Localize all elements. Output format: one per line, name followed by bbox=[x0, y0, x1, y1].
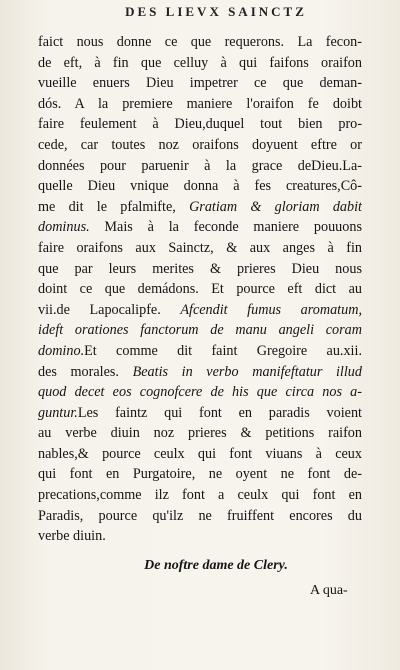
text-segment: Les faintz qui font en paradis voient bbox=[77, 404, 362, 421]
text-line bbox=[38, 423, 362, 444]
text-segment: Mais à la feconde maniere pouuons bbox=[89, 219, 362, 236]
text-segment: des morales. bbox=[38, 363, 133, 380]
text-line bbox=[38, 259, 362, 280]
text-segment: Paradis, pource qu'ilz ne fruiffent encores du bbox=[38, 507, 362, 524]
text-line bbox=[38, 197, 362, 218]
text-segment: verbe diuin. bbox=[38, 528, 106, 545]
text-line bbox=[38, 300, 362, 321]
text-line bbox=[38, 362, 362, 383]
text-segment: données pour paruenir à la grace deDieu.La- bbox=[38, 157, 362, 174]
latin-quote-segment: Beatis in verbo manifeftatur illud bbox=[132, 363, 362, 380]
text-line bbox=[38, 382, 362, 403]
text-line bbox=[38, 32, 362, 53]
latin-quote-segment: Gratiam & gloriam dabit bbox=[189, 198, 362, 215]
latin-quote-segment: guntur. bbox=[38, 404, 78, 421]
text-line bbox=[38, 114, 362, 135]
text-segment: vueille enuers Dieu impetrer ce que deman- bbox=[38, 75, 362, 92]
text-segment: qui font en Purgatoire, ne oyent ne font de- bbox=[38, 466, 362, 483]
text-line bbox=[38, 464, 362, 485]
latin-quote-segment: ideft orationes fanctorum de manu angeli coram bbox=[38, 322, 362, 339]
latin-quote-segment: dominus. bbox=[38, 219, 90, 236]
text-segment: vii.de Lapocalipfe. bbox=[38, 301, 181, 318]
text-segment: me dit le pfalmifte, bbox=[38, 198, 190, 215]
text-line bbox=[38, 135, 362, 156]
section-heading: De noftre dame de Clery. bbox=[144, 558, 288, 573]
body-text bbox=[38, 32, 362, 547]
text-segment: faire feulement à Dieu,duquel tout bien pro- bbox=[38, 116, 362, 133]
text-segment: dós. A la premiere maniere l'oraifon fe doibt bbox=[38, 95, 362, 112]
latin-quote-segment: Afcendit fumus aromatum, bbox=[180, 301, 362, 318]
text-segment: precations,comme ilz font a ceulx qui font en bbox=[38, 487, 362, 504]
text-line bbox=[38, 217, 362, 238]
text-segment: cede, car toutes noz oraifons doyuent eftre or bbox=[38, 136, 362, 153]
text-line bbox=[38, 176, 362, 197]
text-segment: de eft, à fin que celluy à qui faifons oraifon bbox=[38, 54, 362, 71]
text-segment: doint ce que demádons. Et pource eft dict au bbox=[38, 281, 362, 298]
text-line bbox=[38, 94, 362, 115]
text-line bbox=[38, 444, 362, 465]
catchword: A qua- bbox=[310, 583, 348, 598]
text-line bbox=[38, 403, 362, 424]
text-segment: nables,& pource ceulx qui font viuans à ceux bbox=[38, 445, 362, 462]
text-line bbox=[38, 506, 362, 527]
text-line bbox=[38, 279, 362, 300]
text-line bbox=[38, 485, 362, 506]
running-head: DES LIEVX SAINCTZ bbox=[125, 4, 307, 19]
text-line bbox=[38, 156, 362, 177]
text-line bbox=[38, 53, 362, 74]
text-segment: faire oraifons aux Sainctz, & aux anges à fin bbox=[38, 239, 362, 256]
text-line bbox=[38, 320, 362, 341]
text-line bbox=[38, 341, 362, 362]
text-line bbox=[38, 526, 362, 547]
text-segment: au verbe diuin noz prieres & petitions raifon bbox=[38, 425, 362, 442]
text-segment: quelle Dieu vnique donna à fes creatures,Cô- bbox=[38, 178, 362, 195]
text-line bbox=[38, 73, 362, 94]
text-segment: que par leurs merites & prieres Dieu nous bbox=[38, 260, 362, 277]
text-segment: Et comme dit faint Gregoire au.xii. bbox=[84, 342, 362, 359]
latin-quote-segment: domino. bbox=[38, 342, 85, 359]
latin-quote-segment: quod decet eos cognofcere de his que circa nos a- bbox=[38, 384, 362, 401]
text-line bbox=[38, 238, 362, 259]
text-segment: faict nous donne ce que requerons. La fecon- bbox=[38, 34, 362, 50]
